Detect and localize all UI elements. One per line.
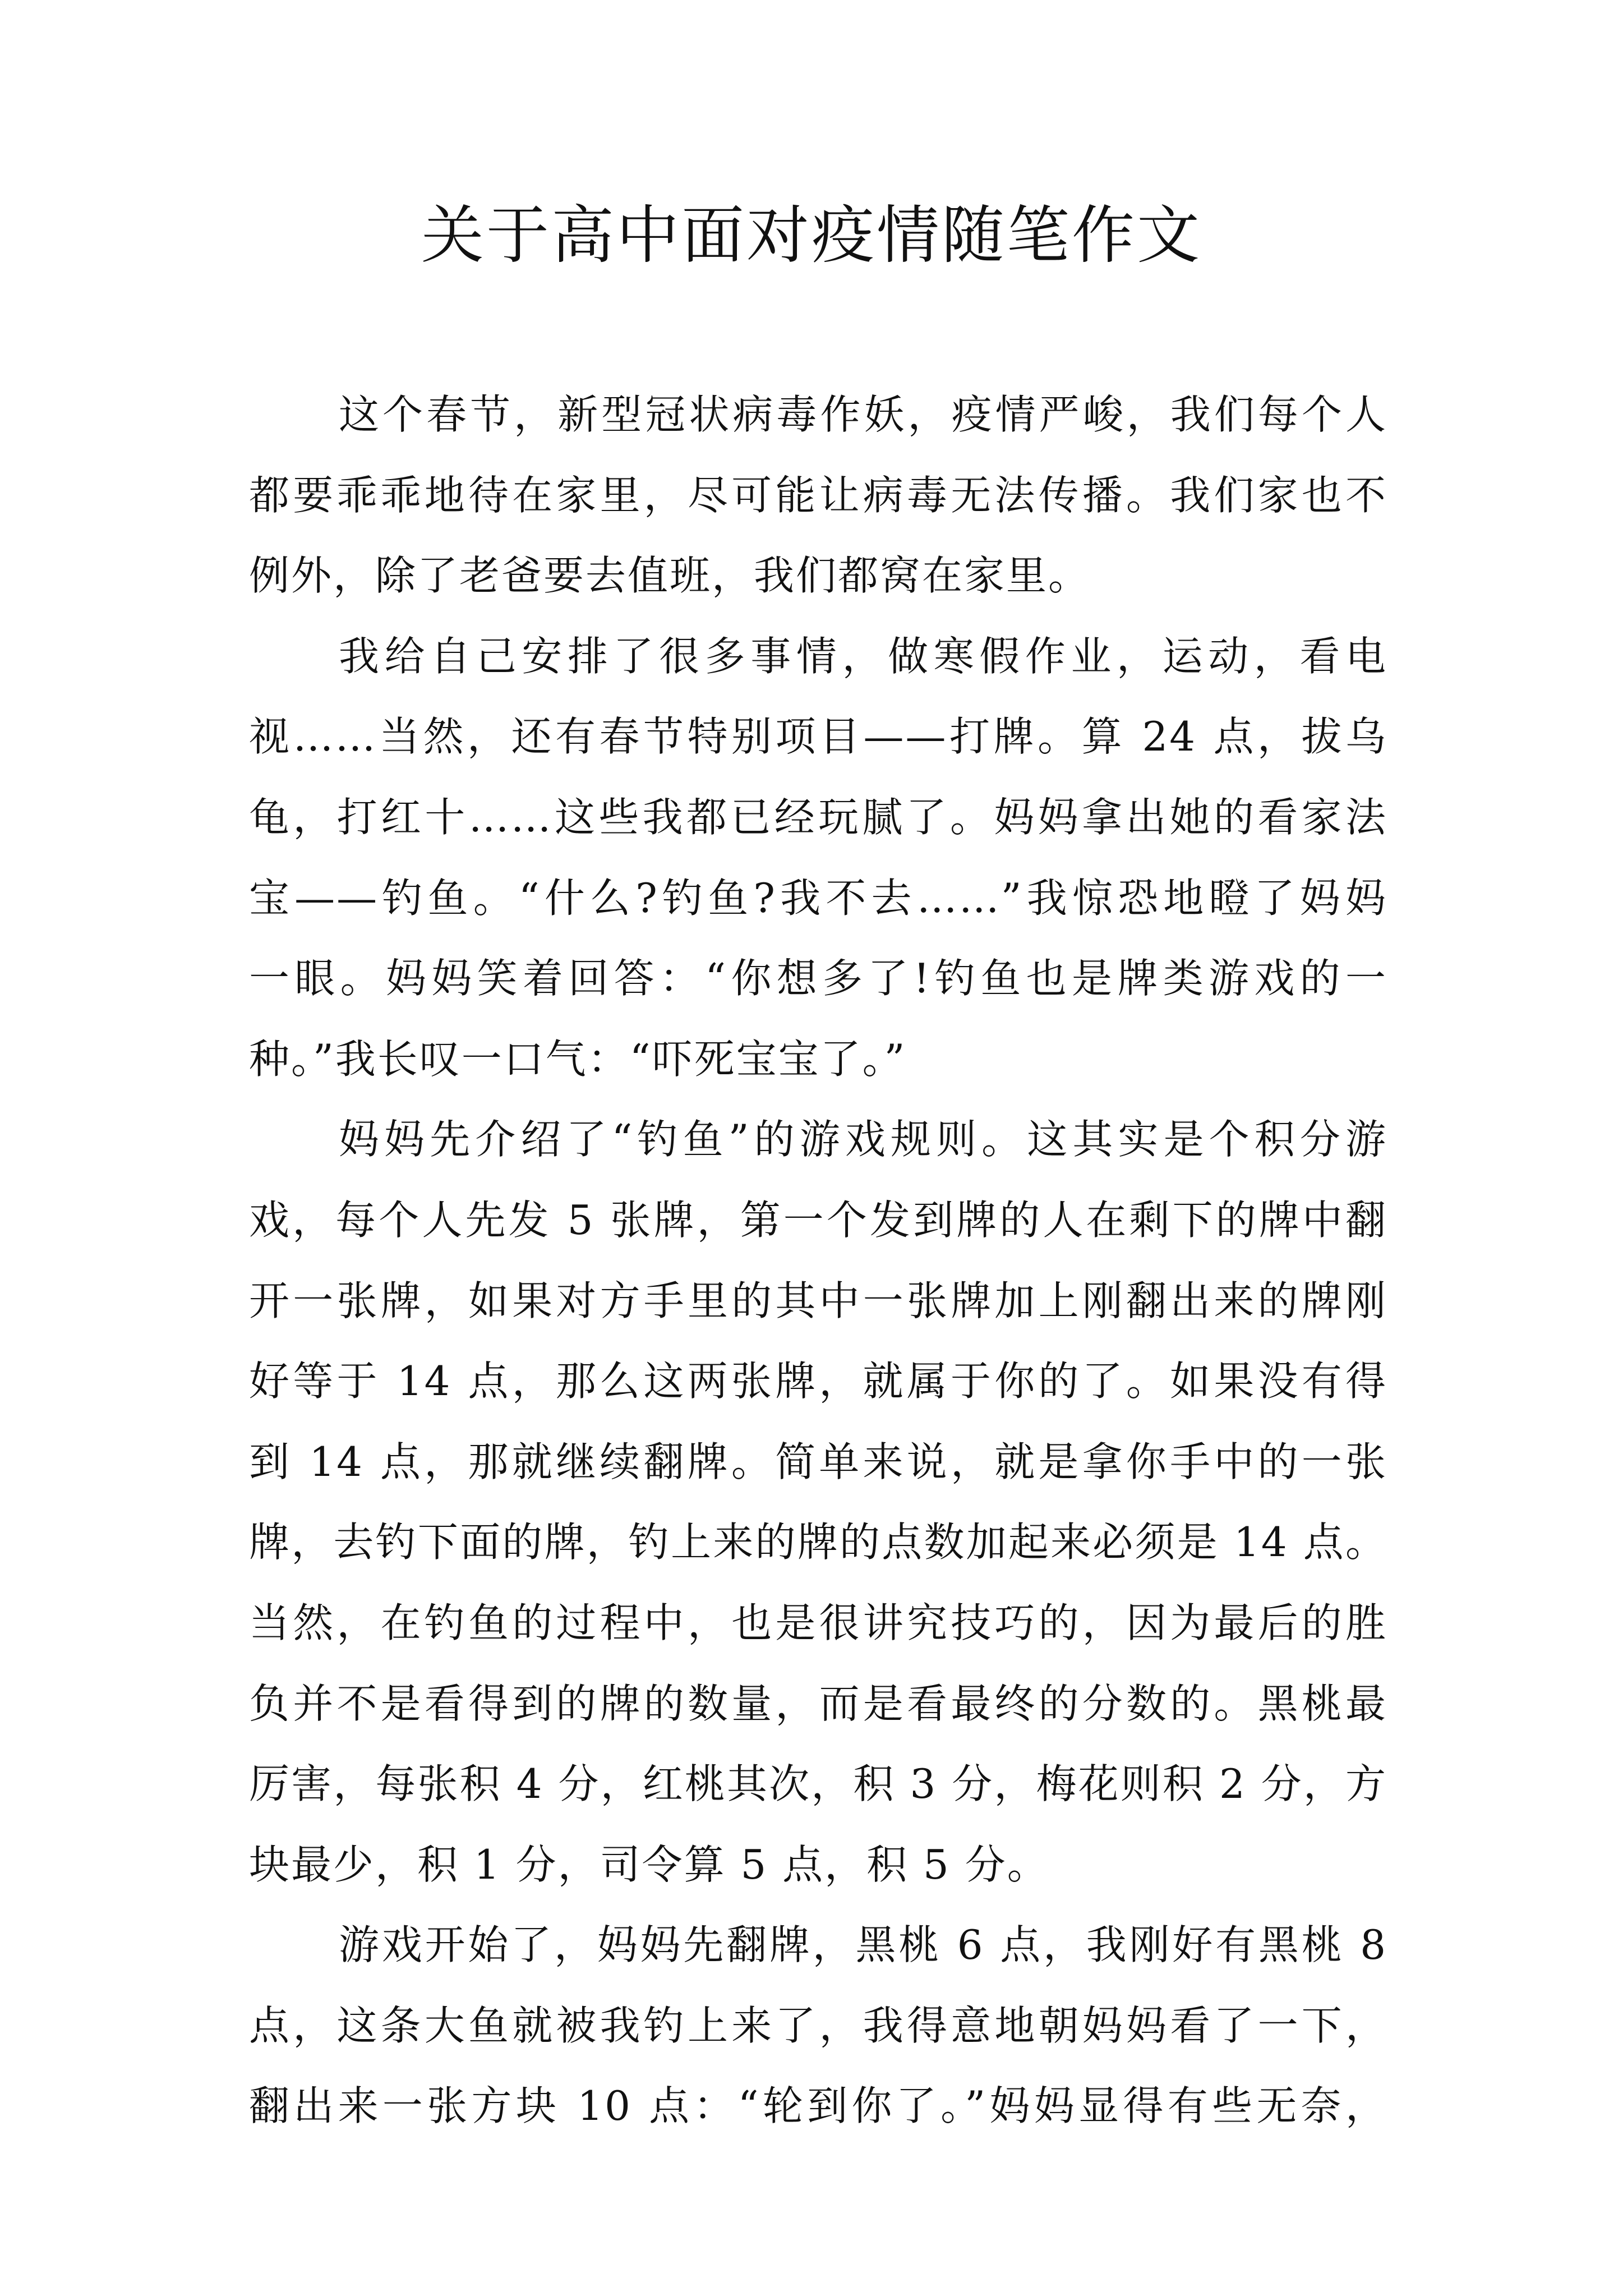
text-line: 点，这条大鱼就被我钓上来了，我得意地朝妈妈看了一下， (249, 2001, 1387, 2049)
text-line: 妈妈先介绍了“钓鱼”的游戏规则。这其实是个积分游 (339, 1116, 1387, 1163)
text-line: 我给自己安排了很多事情，做寒假作业，运动，看电 (339, 632, 1387, 680)
document-body (249, 375, 1387, 2147)
text-line: 戏，每个人先发 5 张牌，第一个发到牌的人在剩下的牌中翻 (249, 1196, 1387, 1244)
document-title: 关于高中面对疫情随笔作文 (421, 199, 1202, 272)
paragraph (249, 1099, 1387, 1905)
text-line: 例外，除了老爸要去值班，我们都窝在家里。 (249, 552, 1091, 600)
text-line: 开一张牌，如果对方手里的其中一张牌加上刚翻出来的牌刚 (249, 1277, 1387, 1324)
text-line: 块最少，积 1 分，司令算 5 点，积 5 分。 (249, 1841, 1049, 1888)
text-line: 厉害，每张积 4 分，红桃其次，积 3 分，梅花则积 2 分，方 (249, 1760, 1387, 1808)
text-line: 视……当然，还有春节特别项目——打牌。算 24 点，拔乌 (249, 713, 1387, 761)
text-line: 好等于 14 点，那么这两张牌，就属于你的了。如果没有得 (249, 1358, 1387, 1405)
text-line: 种。”我长叹一口气：“吓死宝宝了。” (249, 1035, 907, 1083)
text-line: 这个春节，新型冠状病毒作妖，疫情严峻，我们每个人 (339, 391, 1387, 438)
text-line: 龟，打红十……这些我都已经玩腻了。妈妈拿出她的看家法 (249, 793, 1387, 841)
paragraph (249, 616, 1387, 1100)
paragraph (249, 1905, 1387, 2147)
text-line: 当然，在钓鱼的过程中，也是很讲究技巧的，因为最后的胜 (249, 1599, 1387, 1646)
text-line: 游戏开始了，妈妈先翻牌，黑桃 6 点，我刚好有黑桃 8 (339, 1921, 1387, 1969)
text-line: 到 14 点，那就继续翻牌。简单来说，就是拿你手中的一张 (249, 1438, 1387, 1485)
text-line: 翻出来一张方块 10 点：“轮到你了。”妈妈显得有些无奈， (249, 2082, 1387, 2130)
text-line: 一眼。妈妈笑着回答：“你想多了!钓鱼也是牌类游戏的一 (249, 955, 1387, 1002)
text-line: 牌，去钓下面的牌，钓上来的牌的点数加起来必须是 14 点。 (249, 1519, 1387, 1566)
text-line: 都要乖乖地待在家里，尽可能让病毒无法传播。我们家也不 (249, 471, 1387, 519)
paragraph (249, 375, 1387, 616)
text-line: 宝——钓鱼。“什么?钓鱼?我不去……”我惊恐地瞪了妈妈 (249, 874, 1387, 922)
text-line: 负并不是看得到的牌的数量，而是看最终的分数的。黑桃最 (249, 1680, 1387, 1727)
